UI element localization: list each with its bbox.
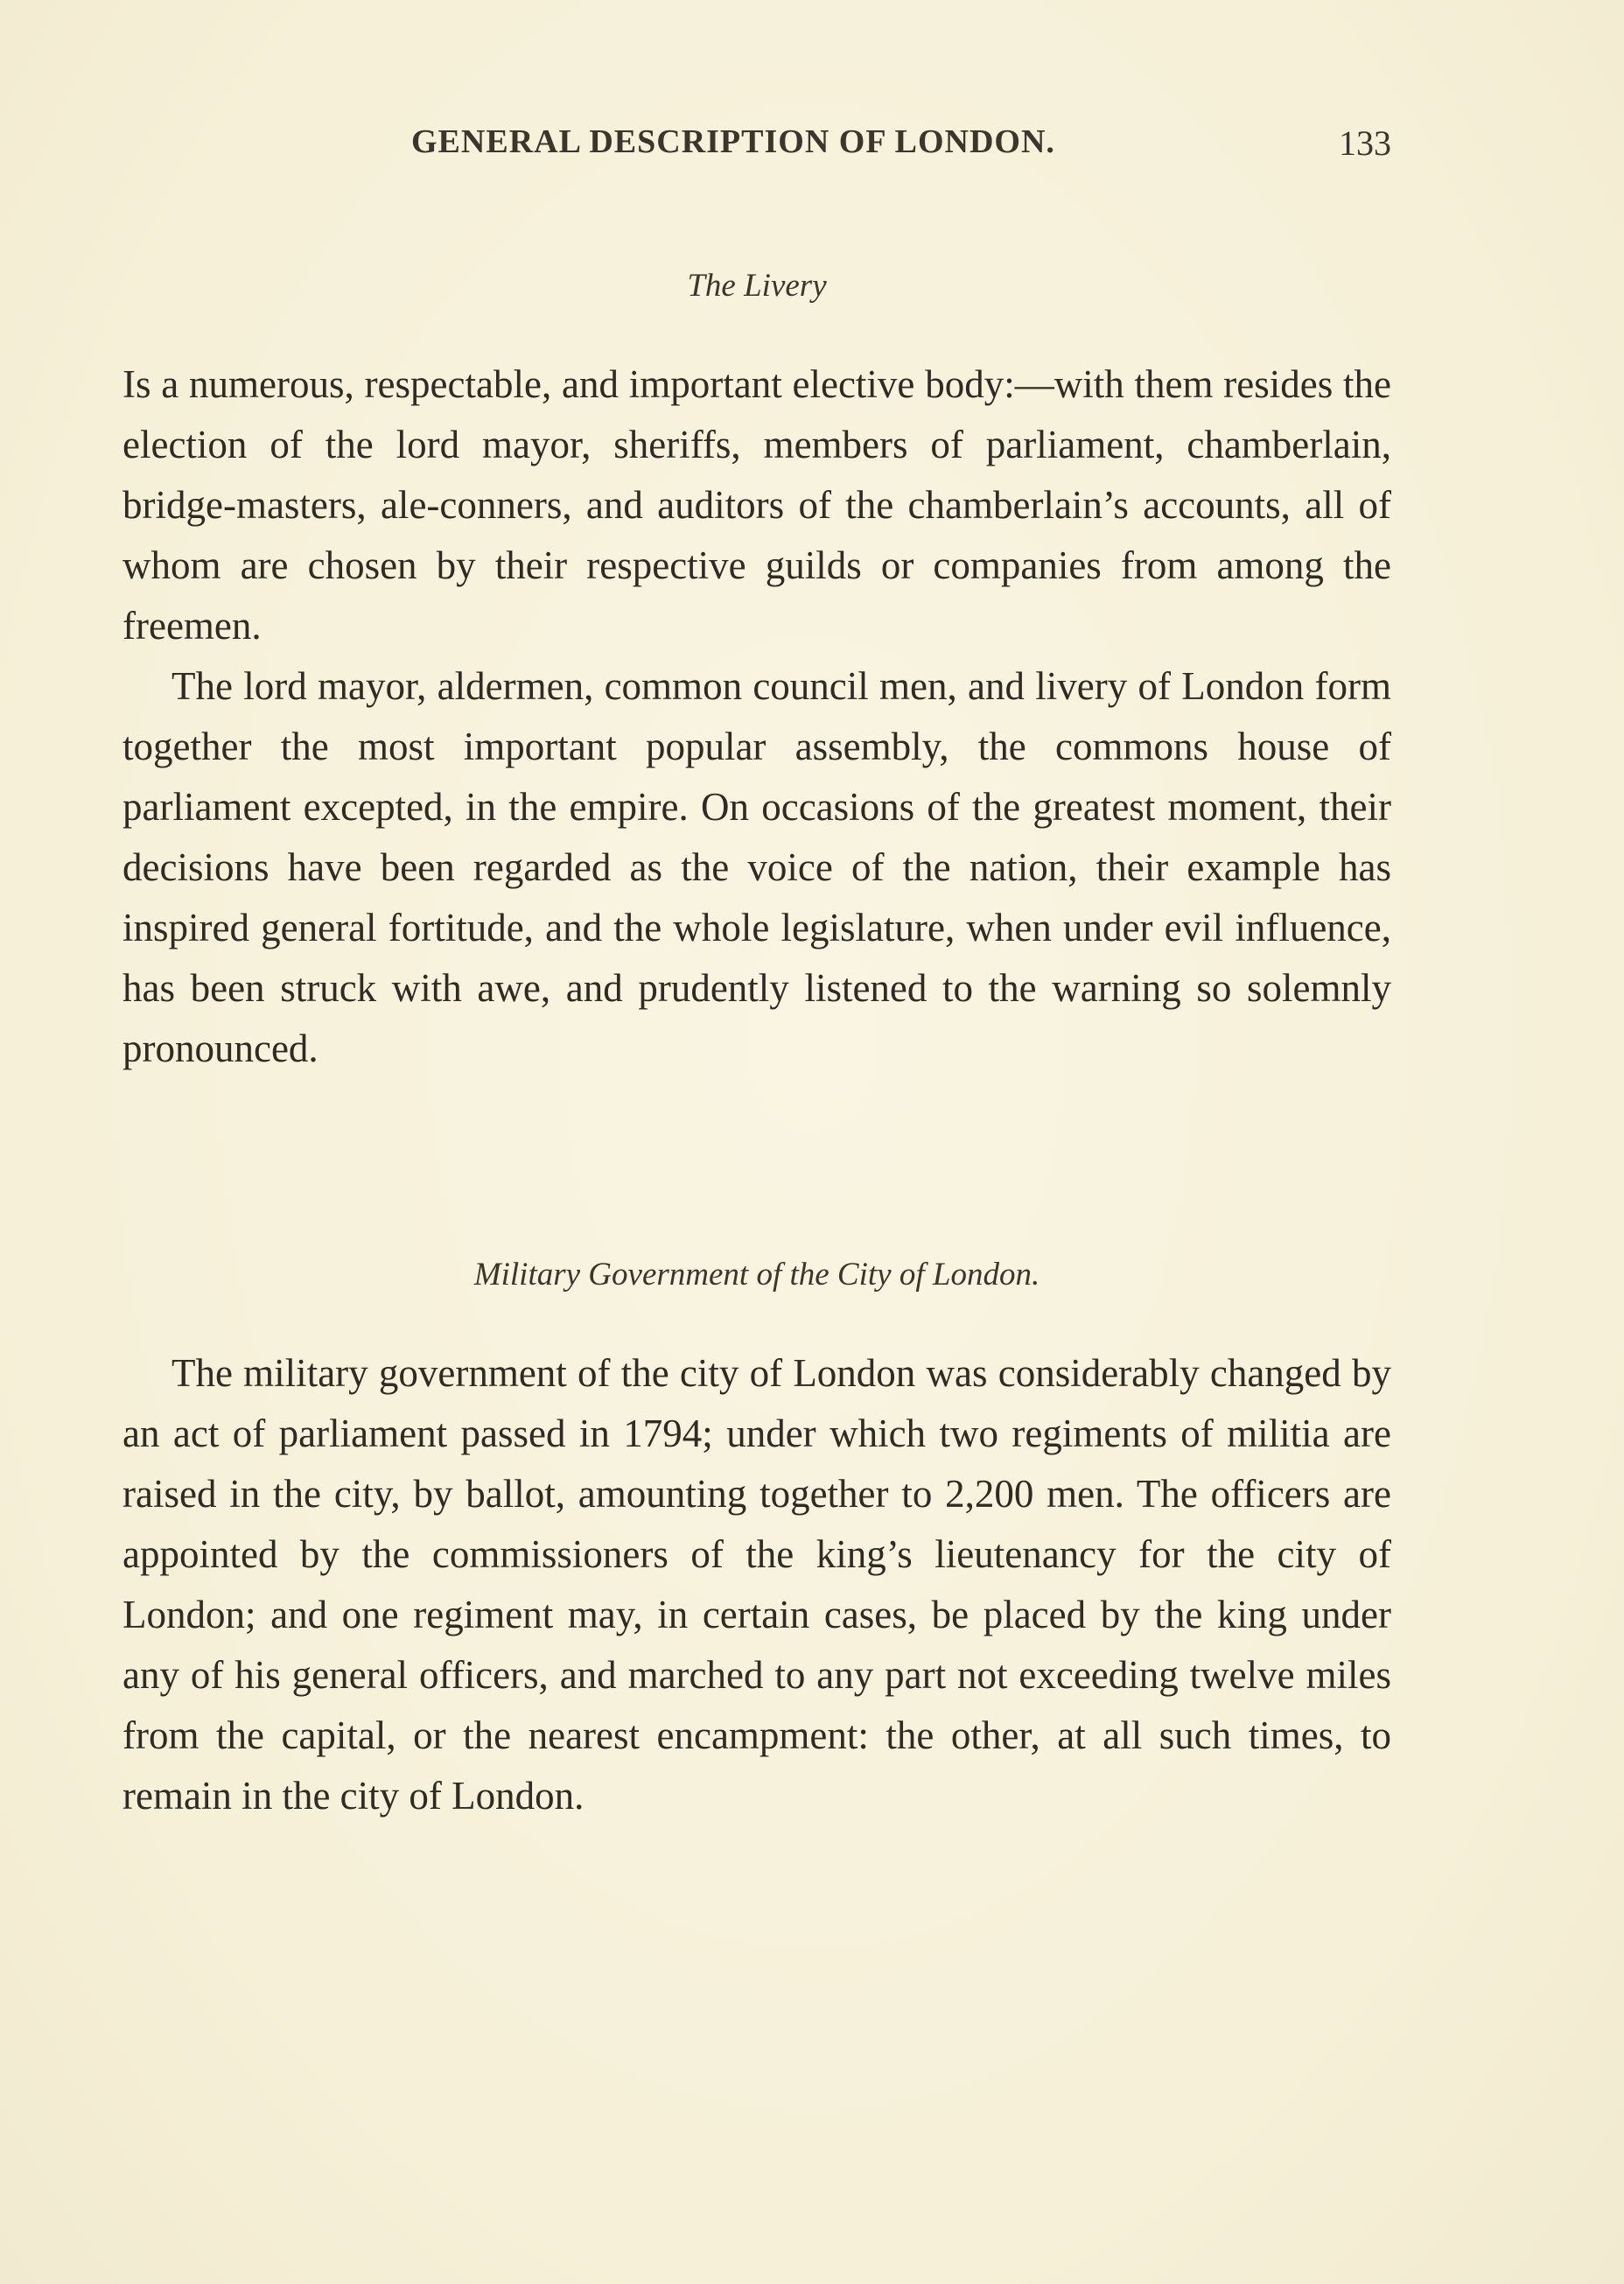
paragraph-assembly: The lord mayor, aldermen, common council men, and livery of London form together the most important popular assembly, the commons house of parliament excepted, in the empire. On occasions of the greatest moment, their decisions have been regarded as the voice of the nation, their example has inspired general fortitude, and the whole legislature, when under evil influence, has been struck with awe, and prudently listened to the warning so solemnly pronounced.: [122, 664, 1391, 1070]
military-text: [122, 1343, 1391, 1826]
livery-text: [122, 354, 1391, 1079]
page-number: 133: [1339, 123, 1391, 163]
section-heading-livery: The Livery: [687, 268, 827, 304]
running-title: GENERAL DESCRIPTION OF LONDON.: [411, 123, 1055, 160]
running-head: [122, 123, 1391, 175]
section-heading-military-government: Military Government of the City of London.: [473, 1257, 1040, 1293]
paragraph-livery-body: Is a numerous, respectable, and important elective body:—with them resides the election of the lord mayor, sheriffs, members of parliament, chamberlain, bridge-masters, ale-conners, and auditors of the chamberlain’s accounts, all of whom are chosen by their respective guilds or companies from among the freemen.: [122, 362, 1391, 648]
paragraph-military-government: The military government of the city of London was considerably changed by an act of parliament passed in 1794; under which two regiments of militia are raised in the city, by ballot, amounting together to 2,200 men. The officers are appointed by the commissioners of the king’s lieutenancy for the city of London; and one regiment may, in certain cases, be placed by the king under any of his general officers, and marched to any part not exceeding twelve miles from the capital, or the nearest encampment: the other, at all such times, to remain in the city of London.: [122, 1351, 1391, 1818]
